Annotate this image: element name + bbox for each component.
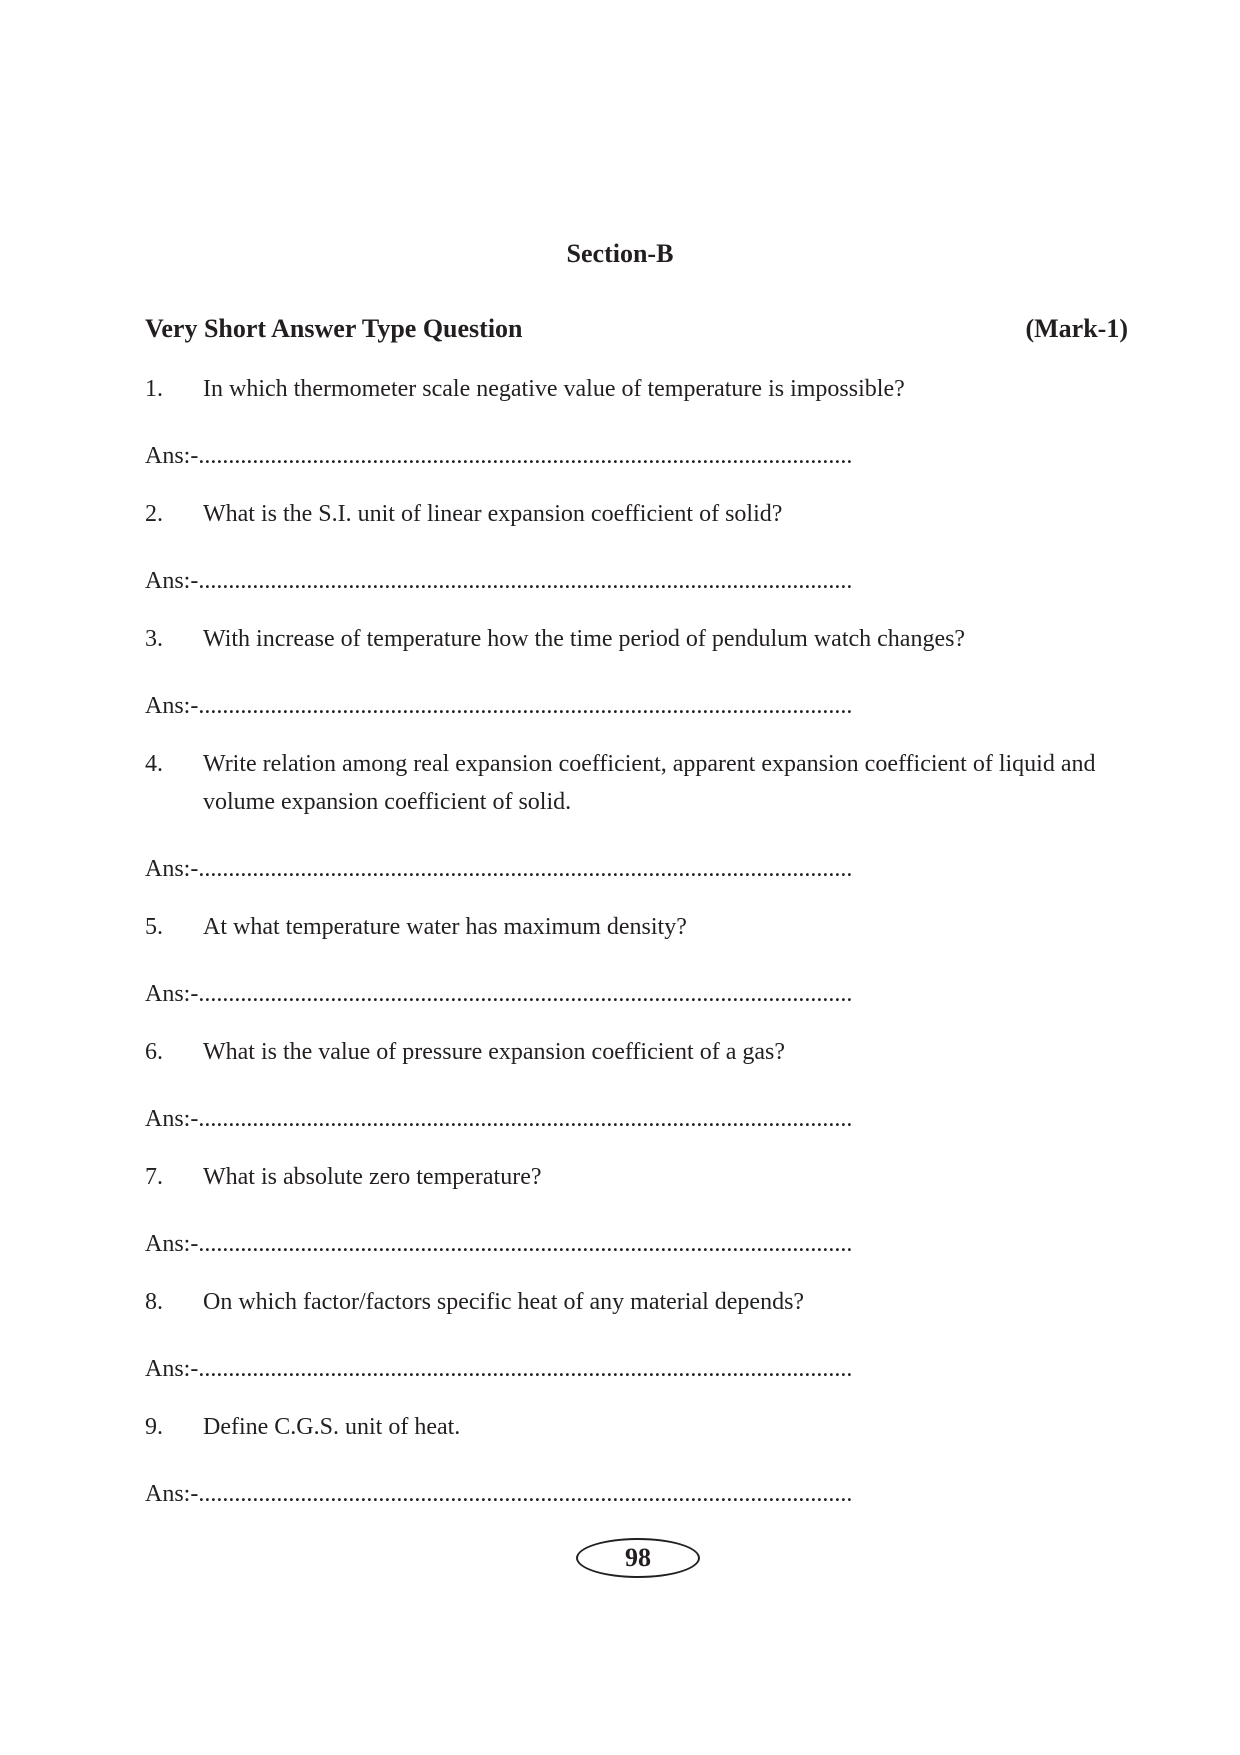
- answer-line: Ans:-.............................................................................................................: [145, 1106, 853, 1132]
- section-title: Section-B: [566, 239, 674, 268]
- question-item: [145, 620, 1135, 725]
- question-number: 7.: [145, 1164, 163, 1190]
- question-item: [145, 745, 1135, 888]
- question-number: 5.: [145, 914, 163, 940]
- question-text: What is absolute zero temperature?: [203, 1164, 542, 1190]
- question-number: 8.: [145, 1289, 163, 1315]
- question-type-title: Very Short Answer Type Question: [145, 314, 523, 343]
- question-text: What is the value of pressure expansion coefficient of a gas?: [203, 1039, 785, 1065]
- question-item: [145, 495, 1135, 600]
- question-number: 4.: [145, 751, 163, 777]
- answer-line: Ans:-.............................................................................................................: [145, 1231, 853, 1257]
- answer-line: Ans:-.............................................................................................................: [145, 856, 853, 882]
- question-text: At what temperature water has maximum density?: [203, 914, 687, 940]
- question-number: 1.: [145, 376, 163, 402]
- answer-line: Ans:-.............................................................................................................: [145, 568, 853, 594]
- answer-line: Ans:-.............................................................................................................: [145, 981, 853, 1007]
- question-text: Define C.G.S. unit of heat.: [203, 1414, 461, 1440]
- question-text: With increase of temperature how the time period of pendulum watch changes?: [203, 626, 966, 652]
- page-number: 98: [576, 1538, 700, 1578]
- question-text: What is the S.I. unit of linear expansion coefficient of solid?: [203, 501, 783, 527]
- answer-line: Ans:-.............................................................................................................: [145, 443, 853, 469]
- question-item: [145, 1033, 1135, 1138]
- question-number: 6.: [145, 1039, 163, 1065]
- question-list: [145, 370, 1135, 1533]
- answer-line: Ans:-.............................................................................................................: [145, 693, 853, 719]
- answer-line: Ans:-.............................................................................................................: [145, 1356, 853, 1382]
- question-text: On which factor/factors specific heat of any material depends?: [203, 1289, 805, 1315]
- question-text: In which thermometer scale negative value of temperature is impossible?: [203, 376, 905, 402]
- question-item: [145, 1158, 1135, 1263]
- question-item: [145, 1283, 1135, 1388]
- question-item: [145, 1408, 1135, 1513]
- question-number: 9.: [145, 1414, 163, 1440]
- question-number: 3.: [145, 626, 163, 652]
- question-type-header: [145, 313, 1128, 345]
- question-item: [145, 908, 1135, 1013]
- mark-label: (Mark-1): [1025, 314, 1128, 343]
- answer-line: Ans:-.............................................................................................................: [145, 1481, 853, 1507]
- question-item: [145, 370, 1135, 475]
- question-text: Write relation among real expansion coefficient, apparent expansion coefficient of liquid and volume expansion coefficient of solid.: [203, 751, 1096, 815]
- question-number: 2.: [145, 501, 163, 527]
